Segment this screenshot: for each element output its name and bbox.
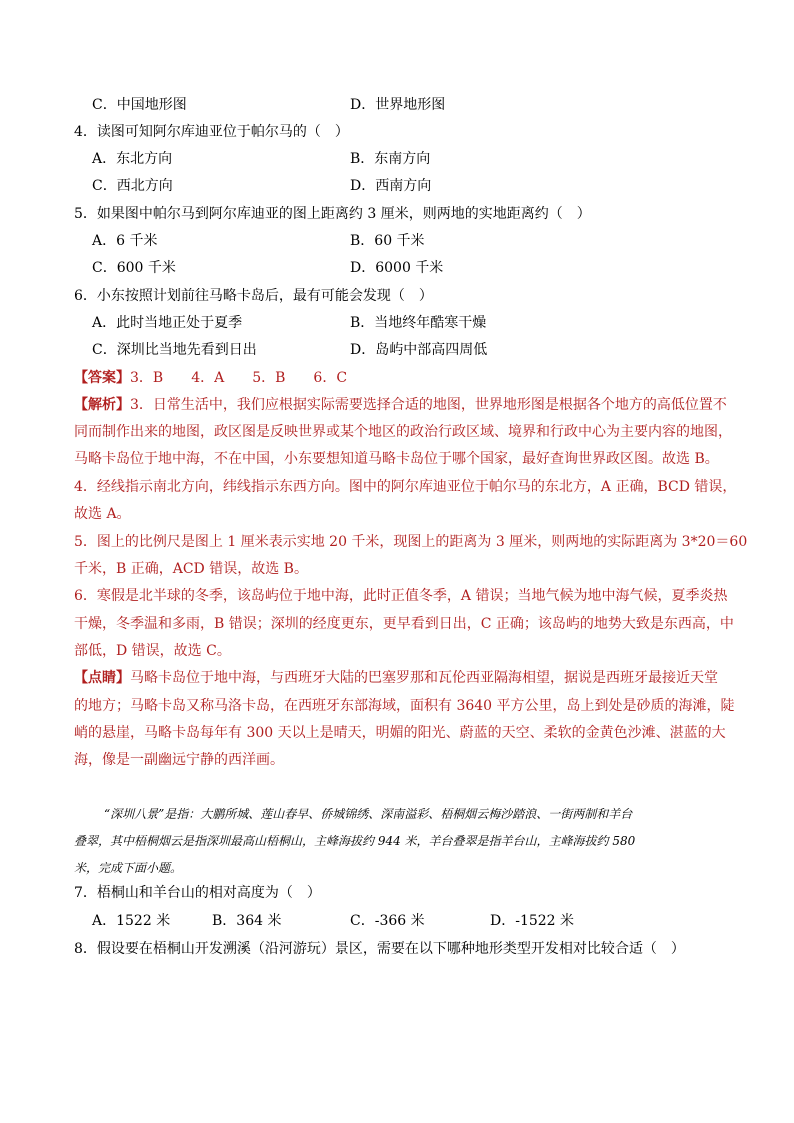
- q3-option-d: D．世界地形图: [350, 97, 446, 113]
- passage-line-3: 米，完成下面小题。: [74, 861, 183, 875]
- q4-option-d: D．西南方向: [350, 178, 432, 194]
- q8-stem: 8．假设要在梧桐山开发溯溪（沿河游玩）景区，需要在以下哪种地形类型开发相对比较合适（ ）: [74, 941, 685, 957]
- q6-stem: 6．小东按照计划前往马略卡岛后，最有可能会发现（ ）: [74, 288, 433, 304]
- q4-option-b: B．东南方向: [350, 151, 431, 167]
- comment-line-4: 海，像是一副幽远宁静的西洋画。: [74, 752, 284, 768]
- analysis-line-9: 干燥，冬季温和多雨，B 错误；深圳的经度更东，更早看到日出，C 正确；该岛屿的地势大致是东西高，中: [74, 616, 734, 632]
- q3-option-c: C．中国地形图: [92, 97, 187, 113]
- analysis-line-1: [74, 395, 727, 415]
- analysis-line-4: 4．经线指示南北方向，纬线指示东西方向。图中的阿尔库迪亚位于帕尔马的东北方，A 正确，BCD 错误，: [74, 479, 737, 495]
- analysis-line-3: 马略卡岛位于地中海，不在中国，小东要想知道马略卡岛位于哪个国家，最好查询世界政区图。故选 B。: [74, 451, 719, 467]
- analysis-line-5: 故选 A。: [74, 506, 131, 522]
- comment-tag: 【点睛】: [74, 670, 130, 686]
- q6-option-c: C．深圳比当地先看到日出: [92, 342, 257, 358]
- q5-stem: 5．如果图中帕尔马到阿尔库迪亚的图上距离约 3 厘米，则两地的实地距离约（ ）: [74, 206, 591, 222]
- q4-option-c: C．西北方向: [92, 178, 173, 194]
- passage-line-1: “深圳八景”是指：大鹏所城、莲山春早、侨城锦绣、深南溢彩、梧桐烟云梅沙踏浪、一街两制和羊台: [104, 807, 633, 821]
- answer-text: 3．B 4．A 5．B 6．C: [130, 370, 348, 386]
- q5-option-d: D．6000 千米: [350, 260, 444, 276]
- q7-option-d: D．-1522 米: [490, 913, 575, 929]
- q4-option-a: A．东北方向: [92, 151, 173, 167]
- analysis-tag: 【解析】: [74, 397, 130, 413]
- q5-option-c: C．600 千米: [92, 260, 176, 276]
- q5-option-a: A．6 千米: [92, 233, 158, 249]
- answer-tag: 【答案】: [74, 370, 130, 386]
- q7-option-b: B．364 米: [212, 913, 282, 929]
- q5-option-b: B．60 千米: [350, 233, 425, 249]
- analysis-line-7: 千米，B 正确，ACD 错误，故选 B。: [74, 561, 308, 577]
- q6-option-a: A．此时当地正处于夏季: [92, 315, 243, 331]
- analysis-line-2: 同而制作出来的地图，政区图是反映世界或某个地区的政治行政区域、境界和行政中心为主要内容的地图，: [74, 424, 732, 440]
- answer-line: [74, 368, 347, 388]
- q7-stem: 7．梧桐山和羊台山的相对高度为（ ）: [74, 885, 321, 901]
- comment-line-1: [74, 668, 724, 688]
- analysis-line-8: 6．寒假是北半球的冬季，该岛屿位于地中海，此时正值冬季，A 错误；当地气候为地中海气候，夏季炎热: [74, 588, 728, 604]
- comment-text-1: 马略卡岛位于地中海，与西班牙大陆的巴塞罗那和瓦伦西亚隔海相望，据说是西班牙最接近天堂: [130, 670, 718, 686]
- comment-line-2: 的地方；马略卡岛又称马洛卡岛，在西班牙东部海域，面积有 3640 平方公里，岛上到处是砂质的海滩，陡: [74, 698, 735, 714]
- analysis-line-10: 部低，D 错误，故选 C。: [74, 643, 231, 659]
- analysis-line-6: 5．图上的比例尺是图上 1 厘米表示实地 20 千米，现图上的距离为 3 厘米，则两地的实际距离为 3*20＝60: [74, 534, 748, 550]
- q7-option-a: A．1522 米: [92, 913, 171, 929]
- comment-line-3: 峭的悬崖，马略卡岛每年有 300 天以上是晴天，明媚的阳光、蔚蓝的天空、柔软的金黄色沙滩、湛蓝的大: [74, 725, 726, 741]
- q6-option-b: B．当地终年酷寒干燥: [350, 315, 487, 331]
- analysis-text-1: 3．日常生活中，我们应根据实际需要选择合适的地图，世界地形图是根据各个地方的高低位置不: [130, 397, 727, 413]
- q6-option-d: D．岛屿中部高四周低: [350, 342, 488, 358]
- passage-line-2: 叠翠，其中梧桐烟云是指深圳最高山梧桐山，主峰海拔约 944 米，羊台叠翠是指羊台山，主峰海拔约 580: [74, 834, 636, 848]
- q7-option-c: C．-366 米: [350, 913, 425, 929]
- q4-stem: 4．读图可知阿尔库迪亚位于帕尔马的（ ）: [74, 124, 349, 140]
